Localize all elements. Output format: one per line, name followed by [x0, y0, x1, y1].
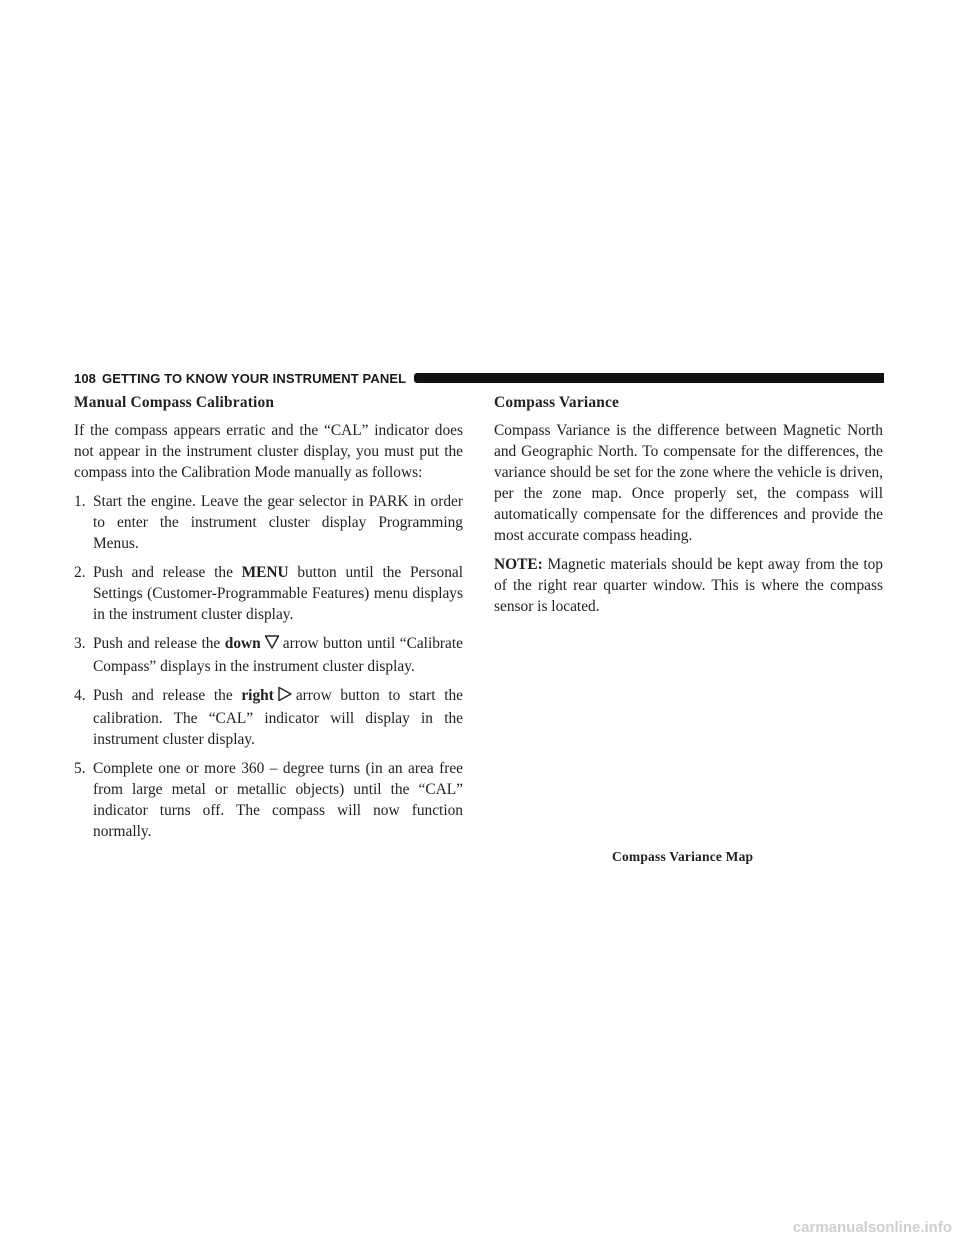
section-title: GETTING TO KNOW YOUR INSTRUMENT PANEL — [102, 370, 407, 386]
right-column — [494, 392, 883, 625]
manual-calibration-heading: Manual Compass Calibration — [74, 394, 275, 411]
header-rule — [414, 373, 884, 383]
variance-paragraph: Compass Variance is the difference between Magnetic North and Geographic North. To compensate for the differences, the variance should be set for the zone where the vehicle is driven, per the zone map. Once properly set, the compass will automatically compensate for the differences and provide the most accurate compass heading. — [494, 422, 883, 544]
down-button-label: down — [224, 635, 261, 652]
step-item: 2. Push and release the MENU button until the Personal Settings (Customer-Programmable Features) menu displays in the instrument cluster display. — [74, 564, 463, 623]
step-item: 4. Push and release the right arrow button to start the calibration. The “CAL” indicator will display in the instrument cluster display. — [74, 687, 463, 748]
step-item: 1. Start the engine. Leave the gear selector in PARK in order to enter the instrument cluster display Programming Menus. — [74, 493, 463, 552]
watermark: carmanualsonline.info — [792, 1219, 952, 1236]
variance-map-caption: Compass Variance Map — [612, 849, 754, 864]
calibration-intro: If the compass appears erratic and the “CAL” indicator does not appear in the instrument cluster display, you must put the compass into the Calibration Mode manually as follows: — [74, 422, 463, 481]
menu-button-label: MENU — [241, 564, 289, 581]
step-item: 5. Complete one or more 360 – degree turns (in an area free from large metal or metallic objects) until the “CAL” indicator turns off. The compass will now function normally. — [74, 760, 463, 840]
page-number: 108 — [74, 370, 96, 386]
down-arrow-icon — [264, 634, 280, 656]
note-label: NOTE: — [494, 556, 543, 573]
note-paragraph: NOTE: Magnetic materials should be kept away from the top of the right rear quarter window. This is where the compass sensor is located. — [494, 556, 883, 615]
right-button-label: right — [241, 687, 274, 704]
page-header — [74, 370, 884, 386]
compass-variance-heading: Compass Variance — [494, 394, 620, 411]
right-arrow-icon — [277, 686, 293, 708]
left-column — [74, 392, 463, 850]
calibration-steps — [74, 491, 463, 842]
step-item: 3. Push and release the down arrow button until “Calibrate Compass” displays in the instrument cluster display. — [74, 635, 463, 675]
